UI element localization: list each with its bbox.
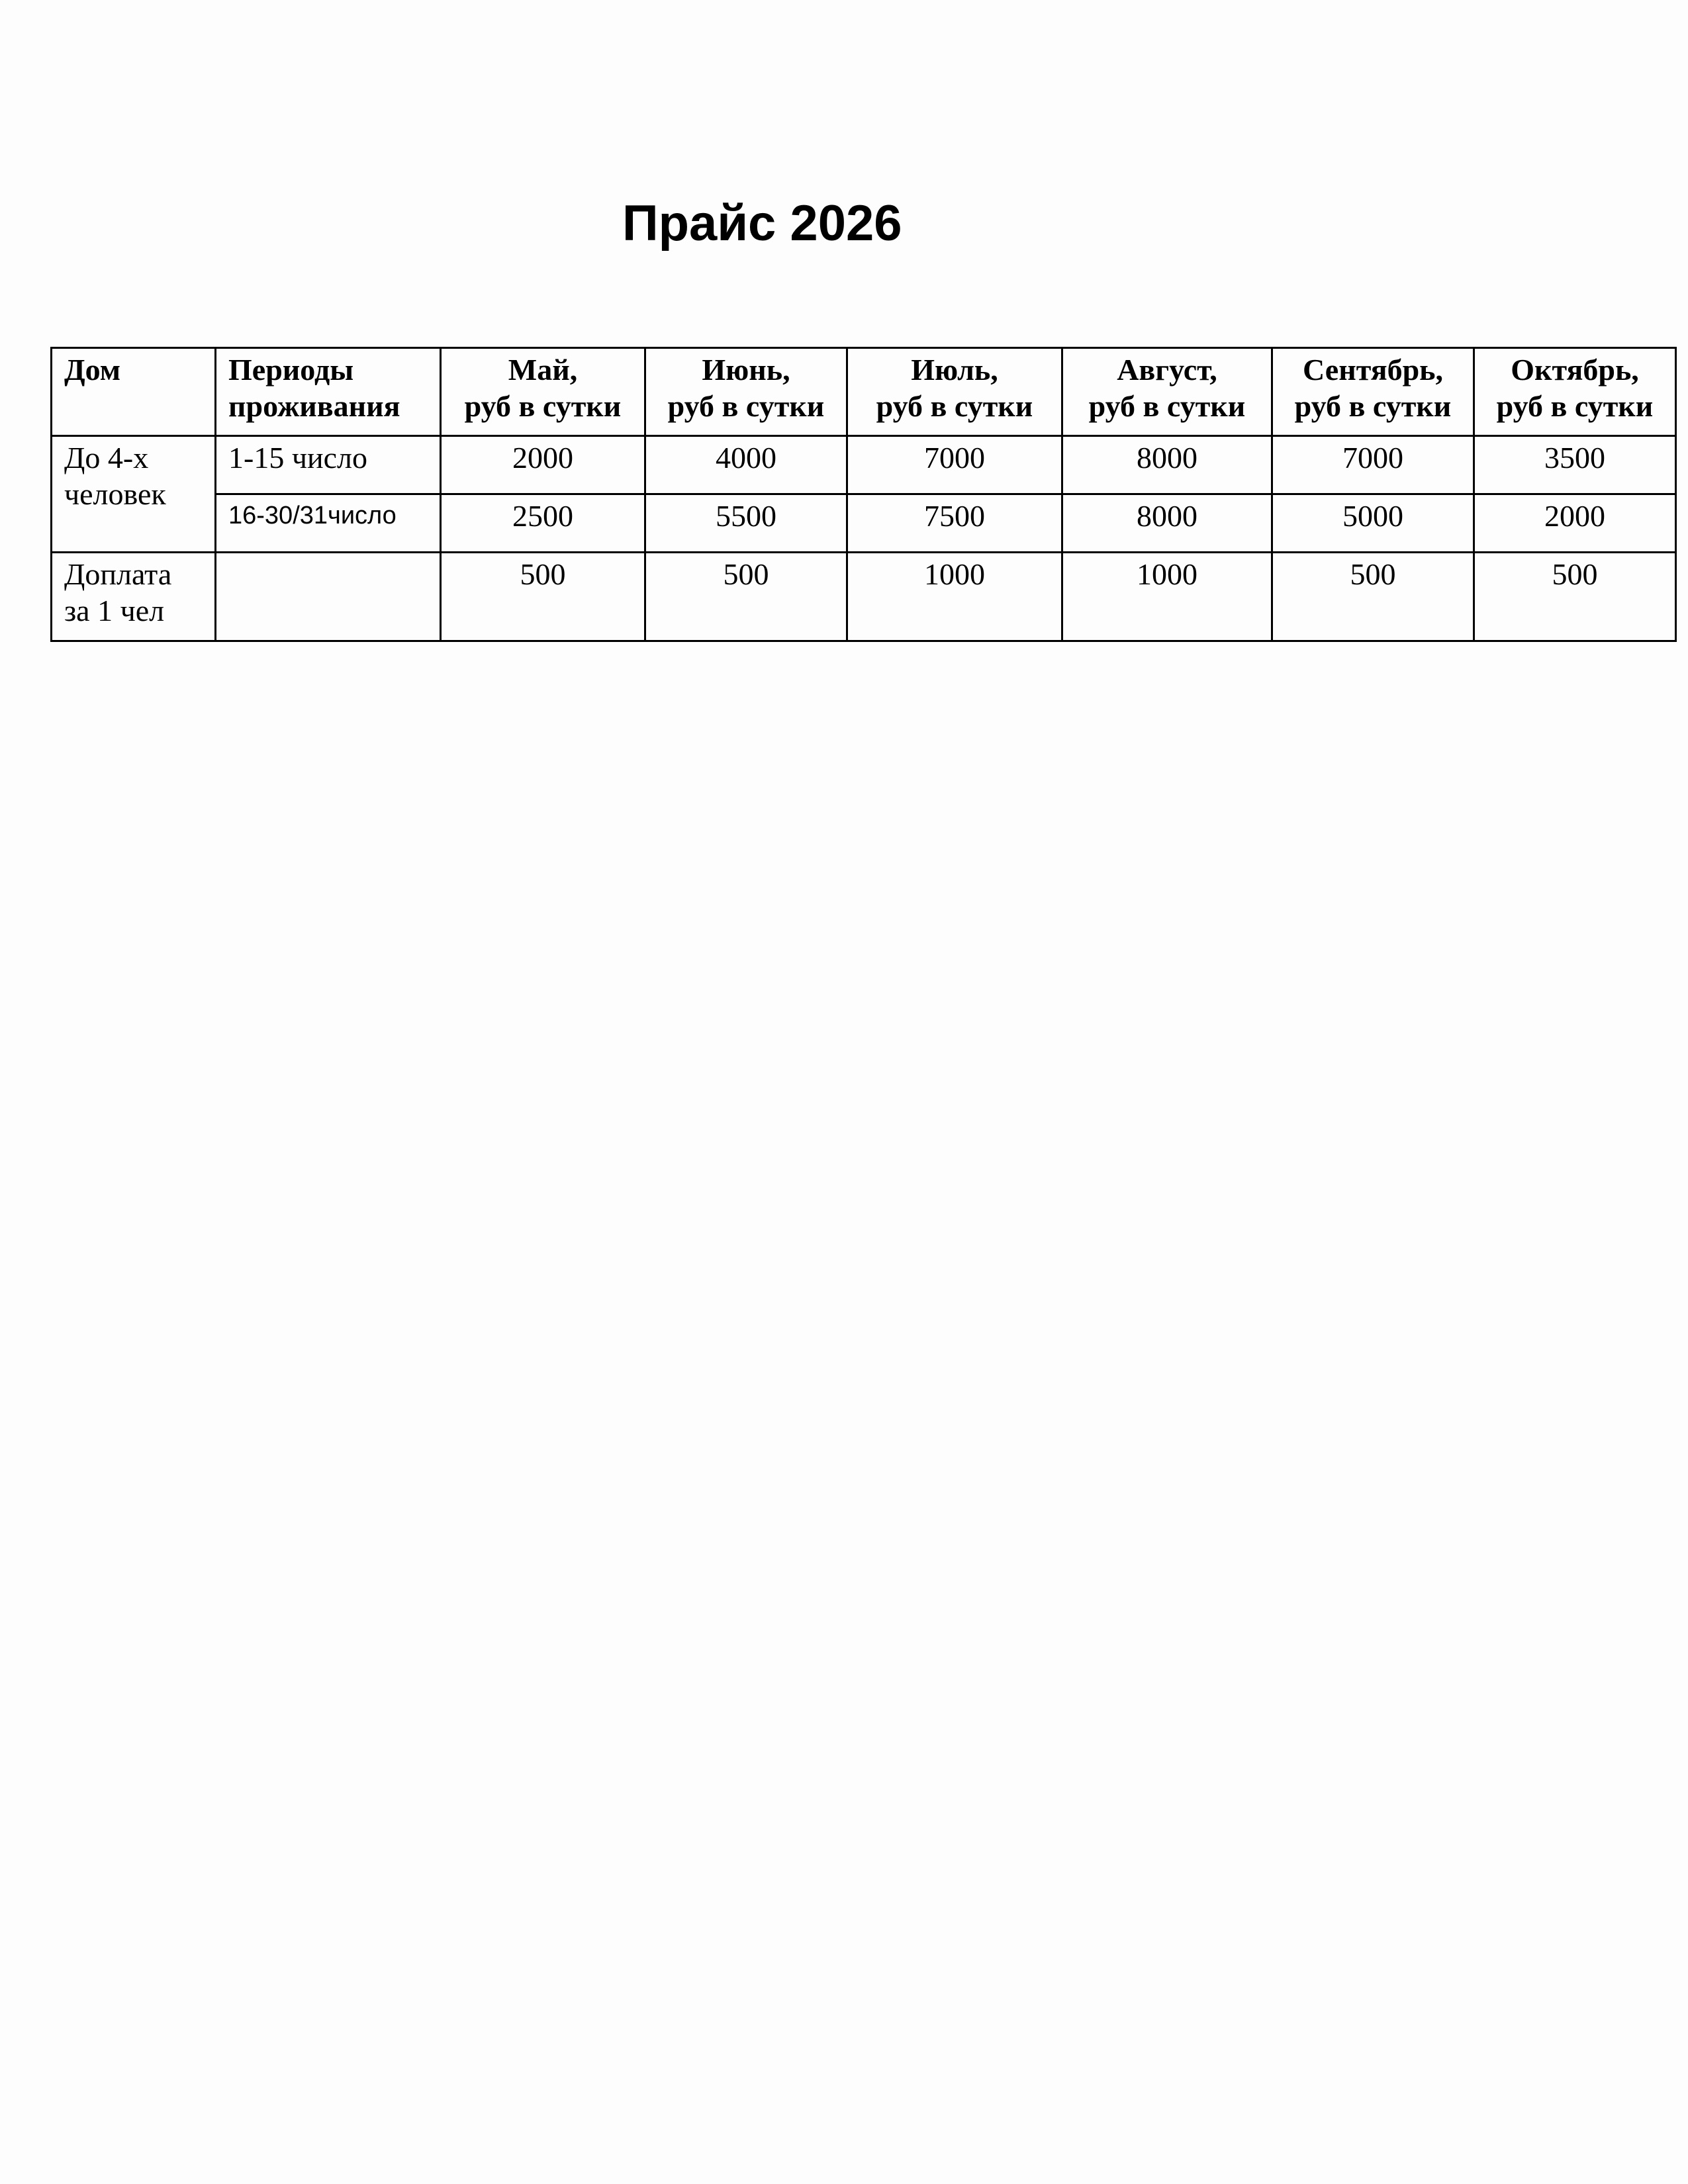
surcharge-label-line1: Доплата [64,557,172,591]
surcharge-label-line2: за 1 чел [64,594,165,627]
header-month-unit: руб в сутки [1088,389,1246,423]
table-row [52,436,1676,494]
price-table [50,347,1677,642]
price-cell: 5000 [1272,494,1474,553]
header-month-unit: руб в сутки [464,389,622,423]
header-periods [216,348,441,436]
price-cell: 8000 [1062,494,1272,553]
surcharge-cell: 500 [1272,553,1474,641]
price-cell: 7500 [847,494,1062,553]
header-month-september [1272,348,1474,436]
period-cell: 16-30/31число [216,494,441,553]
group-label-line2: человек [64,477,166,511]
price-cell: 7000 [1272,436,1474,494]
price-cell: 2500 [441,494,645,553]
header-row [52,348,1676,436]
header-month-name: Август, [1117,353,1217,387]
group-label-line1: До 4-х [64,441,149,475]
header-month-june [645,348,847,436]
header-month-july [847,348,1062,436]
price-cell: 4000 [645,436,847,494]
price-cell: 3500 [1474,436,1676,494]
table-row [52,494,1676,553]
header-month-unit: руб в сутки [876,389,1033,423]
header-month-october [1474,348,1676,436]
surcharge-label-cell [52,553,216,641]
header-month-name: Сентябрь, [1303,353,1443,387]
period-cell [216,553,441,641]
header-month-may [441,348,645,436]
surcharge-cell: 500 [441,553,645,641]
header-house-label: Дом [64,353,121,387]
surcharge-cell: 500 [645,553,847,641]
price-cell: 2000 [1474,494,1676,553]
header-month-name: Июнь, [702,353,790,387]
header-month-unit: руб в сутки [1496,389,1654,423]
price-cell: 7000 [847,436,1062,494]
page-title: Прайс 2026 [622,195,902,251]
period-cell: 1-15 число [216,436,441,494]
price-cell: 5500 [645,494,847,553]
table-row [52,553,1676,641]
surcharge-cell: 1000 [1062,553,1272,641]
header-month-name: Май, [508,353,578,387]
surcharge-cell: 1000 [847,553,1062,641]
price-cell: 2000 [441,436,645,494]
header-month-name: Июль, [911,353,998,387]
header-periods-line2: проживания [228,389,400,423]
surcharge-cell: 500 [1474,553,1676,641]
header-periods-line1: Периоды [228,353,354,387]
header-house [52,348,216,436]
price-cell: 8000 [1062,436,1272,494]
group-label-cell [52,436,216,553]
header-month-name: Октябрь, [1511,353,1639,387]
header-month-august [1062,348,1272,436]
header-month-unit: руб в сутки [667,389,825,423]
header-month-unit: руб в сутки [1294,389,1452,423]
